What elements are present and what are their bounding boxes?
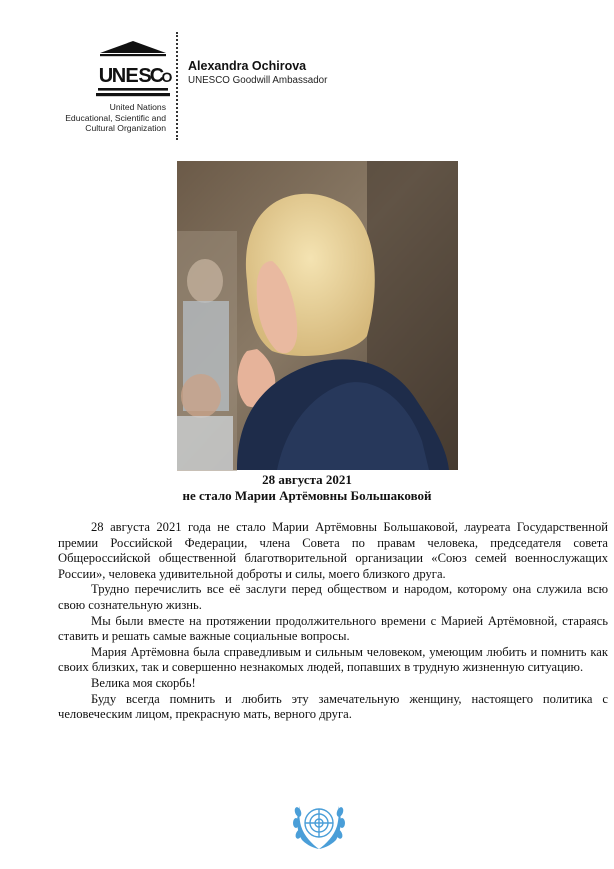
letterhead (58, 30, 378, 142)
memorial-title: не стало Марии Артёмовны Большаковой (182, 488, 432, 503)
svg-text:S: S (138, 65, 152, 87)
svg-text:E: E (125, 65, 139, 87)
organization-name (62, 102, 166, 134)
letterhead-divider (176, 32, 178, 140)
paragraph: Мы были вместе на протяжении продолжительного времени с Марией Артёмовной, стараясь ставить и решать самые важные социальные вопросы. (58, 613, 608, 644)
org-line: Cultural Organization (85, 123, 166, 134)
org-line: United Nations (109, 102, 166, 112)
unesco-logo-icon (96, 40, 173, 98)
svg-text:N: N (111, 65, 127, 87)
svg-text:O: O (161, 69, 173, 85)
ambassador-title: UNESCO Goodwill Ambassador (188, 75, 328, 86)
org-line: Educational, Scientific and (65, 112, 166, 123)
ambassador-name: Alexandra Ochirova (188, 59, 307, 73)
paragraph: Мария Артёмовна была справедливым и сильным человеком, умеющим любить и помнить как своих близких, так и совершенно незнакомых людей, попавших в трудную жизненную ситуацию. (58, 644, 608, 675)
paragraph: 28 августа 2021 года не стало Марии Артёмовны Большаковой, лауреата Государственной премии Российской Федерации, члена Совета по правам человека, председателя совета Общероссийской общественной благотворительной организации «Союз семей военнослужащих России», человека удивительной доброты и силы, моего близкого друга. (58, 520, 608, 581)
un-emblem-icon (288, 796, 350, 852)
memorial-date: 28 августа 2021 (262, 472, 352, 487)
portrait-photo-image (177, 161, 458, 470)
paragraph: Буду всегда помнить и любить эту замечательную женщину, настоящего политика с человеческим лицом, прекрасную мать, верного друга. (58, 691, 608, 722)
svg-text:U: U (98, 65, 114, 87)
svg-text:C: C (149, 65, 165, 87)
portrait-photo (177, 161, 458, 470)
paragraph: Велика моя скорбь! (91, 675, 196, 690)
memorial-text (58, 520, 608, 723)
paragraph: Трудно перечислить все её заслуги перед обществом и народом, которому она служила всю свою сознательную жизнь. (58, 582, 608, 612)
